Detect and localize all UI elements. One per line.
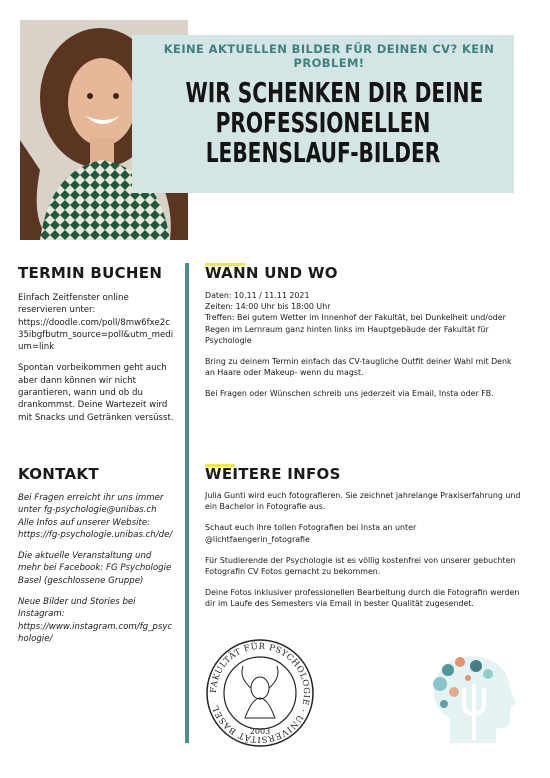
banner-title-line: WIR SCHENKEN DIR DEINE: [185, 76, 484, 109]
kontakt-contact: [18, 492, 174, 541]
kontakt-email-text: Bei Fragen erreicht ihr uns immer unter fg-psychologie@unibas.ch: [18, 493, 164, 516]
weitere-versand: Deine Fotos inklusiver professionellen Bearbeitung durch die Fotografin werden dir im Laufe des Semesters via Email in bester Qualität zugesendet.: [205, 588, 520, 609]
instagram-link[interactable]: https://www.instagram.com/fg_psychologie/: [18, 621, 173, 644]
wann-heading: WANN UND WO: [205, 264, 338, 282]
kontakt-instagram: [18, 596, 174, 645]
termin-heading: TERMIN BUCHEN: [18, 264, 163, 282]
termin-spontan: Spontan vorbeikommen geht auch aber dann können wir nicht garantieren, wann und ob du drankommst. Deine Wartezeit wird mit Snacks und Getränken versüsst.: [18, 363, 174, 423]
website-link[interactable]: https://fg-psychologie.unibas.ch/de/: [18, 529, 173, 540]
banner-title-line: LEBENSLAUF-BILDER: [205, 136, 441, 169]
kontakt-facebook: Die aktuelle Veranstaltung und mehr bei Facebook: FG Psychologie Basel (geschlossene Gruppe): [18, 551, 172, 586]
banner-title: [185, 76, 484, 169]
instagram-label: Neue Bilder und Stories bei Instagram:: [18, 597, 136, 620]
wann-section: [205, 290, 523, 410]
termin-intro: Einfach Zeitfenster online reservieren unter:: [18, 293, 129, 316]
faculty-seal-logo: [205, 638, 315, 748]
wann-treffen: Treffen: Bei gutem Wetter im Innenhof der Fakultät, bei Dunkelheit und/oder Regen im Lernraum ganz hinten links im Hauptgebäude der Fakultät für Psychologie: [205, 313, 506, 345]
kontakt-heading: KONTAKT: [18, 465, 99, 483]
banner-title-line: PROFESSIONELLEN: [215, 106, 431, 139]
wann-fragen: Bei Fragen oder Wünschen schreib uns jederzeit via Email, Insta oder FB.: [205, 389, 494, 399]
weitere-insta: Schaut euch ihre tollen Fotografien bei Insta an unter @lichtfaengerin_fotografie: [205, 523, 417, 544]
wann-details: [205, 290, 523, 346]
kontakt-section: [18, 492, 174, 654]
kontakt-website-label: Alle Infos auf unserer Website:: [18, 517, 151, 528]
banner-subtitle: KEINE AKTUELLEN BILDER FÜR DEINEN CV? KEIN PROBLEM!: [163, 42, 495, 70]
column-divider: [185, 263, 189, 743]
wann-outfit: Bring zu deinem Termin einfach das CV-taugliche Outfit deiner Wahl mit Denk an Haare oder Makeup- wenn du magst.: [205, 357, 512, 378]
wann-zeiten: Zeiten: 14:00 Uhr bis 18:00 Uhr: [205, 302, 331, 312]
weitere-kostenfrei: Für Studierende der Psychologie ist es völlig kostenfrei von unserer gebuchten Fotografin CV Fotos gemacht zu bekommen.: [205, 555, 516, 577]
doodle-link[interactable]: https://doodle.com/poll/8mw6fxe2c35ibgfbutm_source=poll&utm_medium=link: [18, 317, 174, 353]
psychology-head-logo: [420, 648, 520, 748]
weitere-fotografin: Julia Gunti wird euch fotografieren. Sie zeichnet jahrelange Praxiserfahrung und ein Bachelor in Fotografie aus.: [205, 491, 521, 512]
weitere-heading: WEITERE INFOS: [205, 465, 341, 483]
seal-text: FAKULTÄT FÜR PSYCHOLOGIE · UNIVERSITÄT BASEL: [207, 640, 313, 746]
seal-year: 2003: [249, 727, 271, 736]
termin-text: [18, 292, 174, 353]
termin-section: [18, 292, 174, 433]
wann-daten: Daten: 10.11 / 11.11 2021: [205, 291, 310, 300]
weitere-section: [205, 490, 523, 620]
